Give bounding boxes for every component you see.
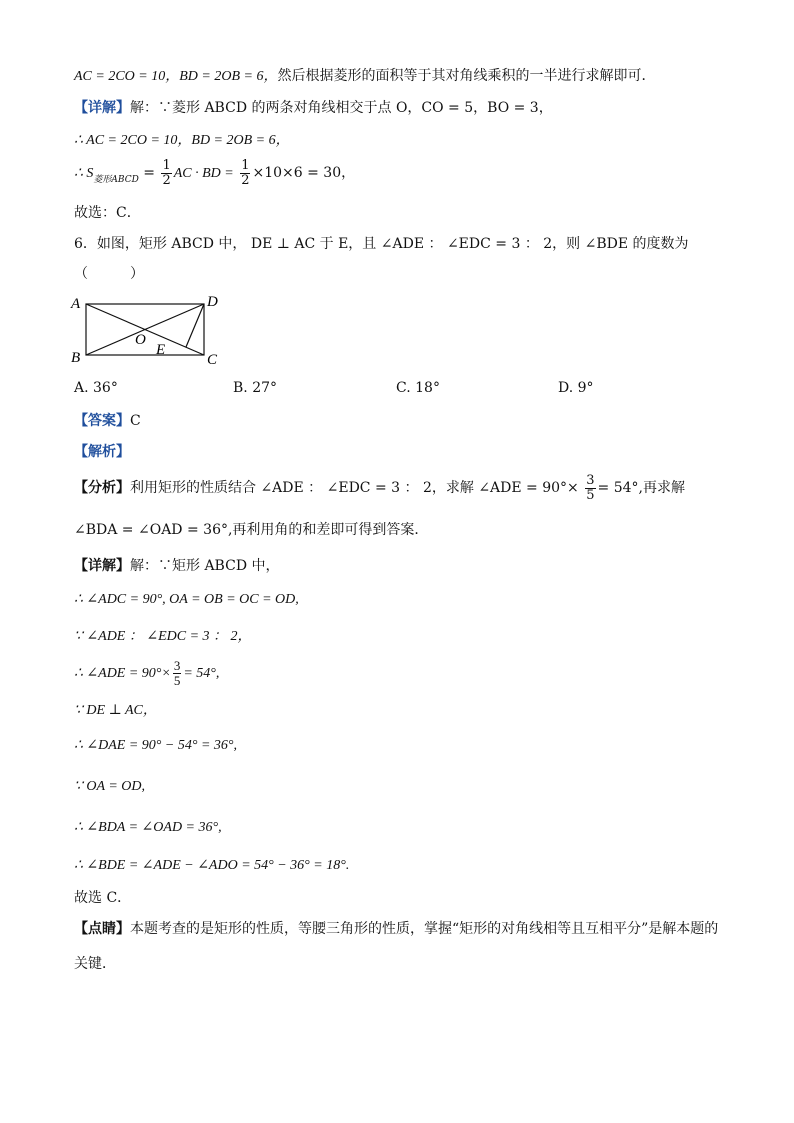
prev-line-4 [74, 158, 355, 195]
question-stem: 6．如图，矩形 ABCD 中， DE ⊥ AC 于 E，且 ∠ADE ： ∠EDC = 3 ： 2，则 ∠BDE 的度数为 [74, 236, 689, 252]
step-4: ∵ DE ⊥ AC， [74, 703, 157, 718]
answer-value: C [130, 413, 141, 429]
prev-detail-line [74, 98, 553, 118]
step-8: ∴ ∠BDE = ∠ADE − ∠ADO = 54° − 36° = 18°. [74, 858, 350, 873]
choice-a: A. 36° [74, 380, 118, 396]
prev-line-1 [74, 66, 655, 87]
answer-line [74, 411, 141, 431]
fraction-half-1: $\frac{1}{2}$ [162, 157, 171, 188]
detail-intro: 解：∵矩形 ABCD 中， [130, 558, 280, 574]
prev-detail-text: 解：∵菱形 ABCD 的两条对角线相交于点 O，CO = 5，BO = 3， [130, 100, 553, 116]
label-d: D [207, 294, 218, 310]
choice-c: C. 18° [396, 380, 440, 396]
area-result: ×10×6 = 30， [252, 165, 356, 181]
rectangle-figure [68, 292, 248, 372]
detail-tag: 【详解】 [74, 100, 130, 116]
ac-bd: AC · BD = [173, 166, 234, 181]
label-o: O [135, 332, 146, 348]
fenxi-line-2: ∠BDA = ∠OAD = 36°,再利用角的和差即可得到答案． [74, 522, 429, 538]
step-2: ∵ ∠ADE ： ∠EDC = 3 ： 2， [74, 629, 252, 644]
label-b: B [71, 350, 81, 366]
area-symbol: ∴ S [74, 166, 94, 181]
comment-text-1: 本题考查的是矩形的性质，等腰三角形的性质，掌握“矩形的对角线相等且互相平分”是解本题的 [130, 921, 719, 937]
fraction-half-2: $\frac{1}{2}$ [241, 157, 250, 188]
fenxi-text-1: 利用矩形的性质结合 ∠ADE ： ∠EDC = 3 ： 2，求解 ∠ADE = 90°× [130, 480, 579, 496]
step-1: ∴ ∠ADC = 90°, OA = OB = OC = OD, [74, 592, 299, 607]
label-e: E [156, 342, 166, 358]
answer-tag: 【答案】 [74, 413, 130, 429]
step-5: ∴ ∠DAE = 90° − 54° = 36°, [74, 738, 237, 753]
prev-text-1: 然后根据菱形的面积等于其对角线乘积的一半进行求解即可． [277, 68, 656, 84]
fenxi-line-1 [74, 473, 685, 503]
area-subscript: 菱形ABCD [93, 175, 139, 185]
question-paren: （ ） [74, 266, 144, 282]
step-7: ∴ ∠BDA = ∠OAD = 36°, [74, 820, 222, 835]
detail-choose: 故选 C． [74, 890, 132, 906]
fenxi-text-2: = 54°,再求解 [597, 480, 685, 496]
prev-math-1: AC = 2CO = 10，BD = 2OB = 6， [74, 69, 278, 84]
comment-tag: 【点睛】 [74, 921, 130, 937]
detail-intro-line [74, 556, 280, 576]
fenxi-tag: 【分析】 [74, 480, 130, 496]
prev-choose: 故选：C． [74, 205, 141, 221]
fraction-three-fifths-a: $\frac{3}{5}$ [586, 472, 595, 503]
step-6: ∵ OA = OD, [74, 779, 145, 794]
eq-sign: = [143, 165, 155, 181]
comment-line-1 [74, 919, 718, 939]
fraction-three-fifths-b: $\frac{3}{5}$ [173, 658, 181, 689]
choice-b: B. 27° [233, 380, 278, 396]
label-c: C [207, 352, 218, 368]
step-3: ∴ ∠ADE = 90°× $\frac{3}{5}$ = 54°, [74, 658, 220, 689]
choice-d: D. 9° [558, 380, 594, 396]
analysis-tag: 【解析】 [74, 444, 130, 460]
comment-line-2: 关键． [74, 956, 116, 972]
detail-tag-2: 【详解】 [74, 558, 130, 574]
label-a: A [71, 296, 81, 312]
prev-line-3: ∴ AC = 2CO = 10，BD = 2OB = 6， [74, 133, 290, 148]
